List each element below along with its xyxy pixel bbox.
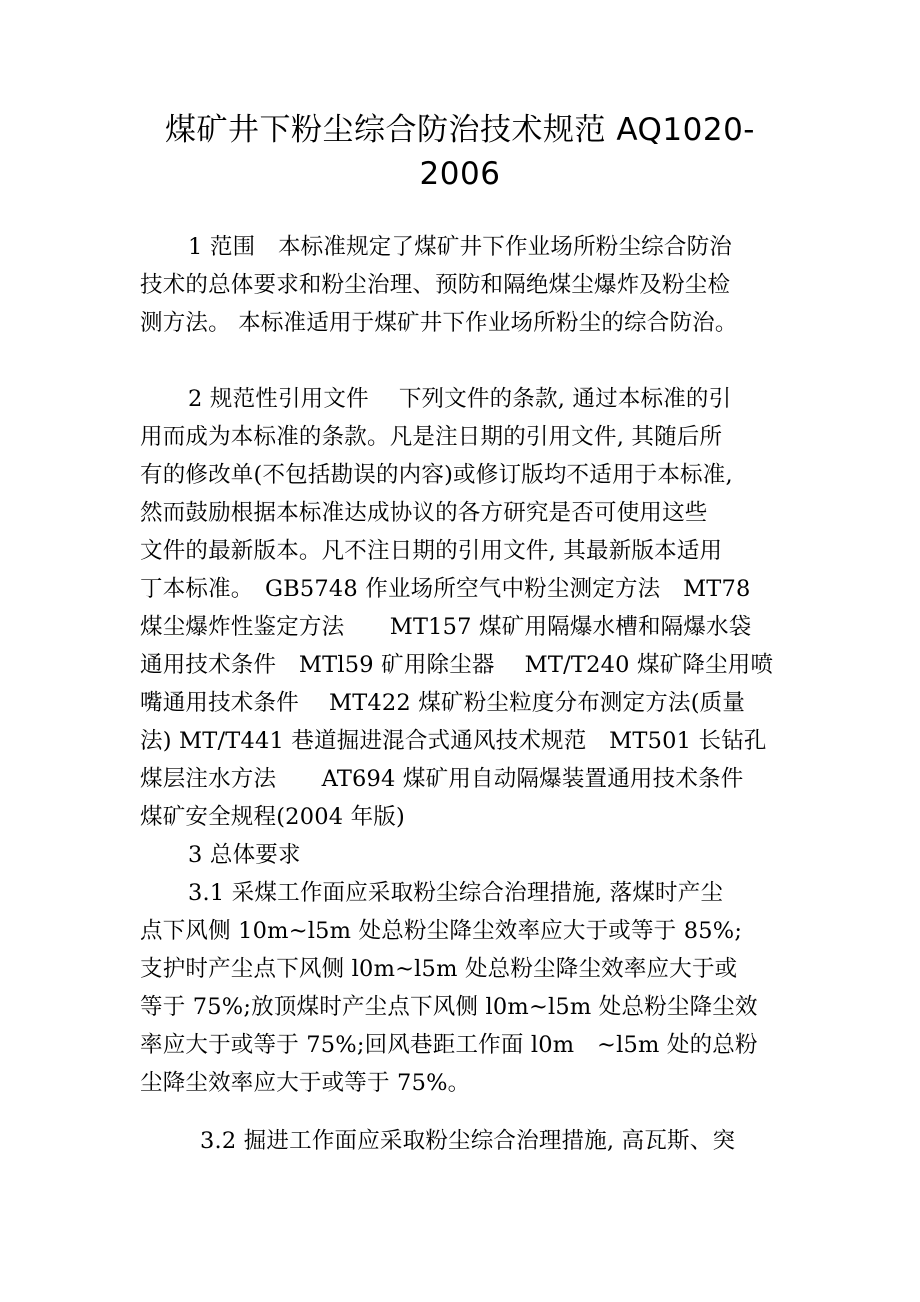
paragraph-line: 通用技术条件 MTl59 矿用除尘器 MT/T240 煤矿降尘用喷 — [140, 652, 774, 678]
paragraph-spacer — [140, 1102, 790, 1122]
paragraph-line: 2 规范性引用文件 下列文件的条款, 通过本标准的引 — [188, 386, 732, 412]
paragraph-line: 丁本标准。 GB5748 作业场所空气中粉尘测定方法 MT78 — [140, 576, 751, 602]
paragraph-line: 技术的总体要求和粉尘治理、预防和隔绝煤尘爆炸及粉尘检 — [140, 272, 731, 298]
paragraph-line: 3.2 掘进工作面应采取粉尘综合治理措施, 高瓦斯、突 — [200, 1128, 736, 1154]
paragraph-line: 用而成为本标准的条款。凡是注日期的引用文件, 其随后所 — [140, 424, 723, 450]
paragraph-line: 测方法。 本标准适用于煤矿井下作业场所粉尘的综合防治。 — [140, 310, 738, 336]
section-3-1 — [140, 874, 790, 1102]
paragraph-line: 法) MT/T441 巷道掘进混合式通风技术规范 MT501 长钻孔 — [140, 728, 767, 754]
paragraph-line: 文件的最新版本。凡不注日期的引用文件, 其最新版本适用 — [140, 538, 723, 564]
paragraph-line: 等于 75%;放顶煤时产尘点下风侧 l0m~l5m 处总粉尘降尘效 — [140, 994, 758, 1020]
section-heading-general-requirements: 3 总体要求 — [188, 842, 301, 868]
document-title — [130, 108, 790, 196]
paragraph-line: 3.1 采煤工作面应采取粉尘综合治理措施, 落煤时产尘 — [188, 880, 724, 906]
paragraph-spacer — [140, 342, 790, 380]
title-line-1: 煤矿井下粉尘综合防治技术规范 AQ1020- — [165, 112, 755, 148]
paragraph-line: 有的修改单(不包括勘误的内容)或修订版均不适用于本标准, — [140, 462, 733, 488]
paragraph-line: 然而鼓励根据本标准达成协议的各方研究是否可使用这些 — [140, 500, 708, 526]
document-body — [140, 228, 790, 1160]
paragraph-line: 煤层注水方法 AT694 煤矿用自动隔爆装置通用技术条件 — [140, 766, 744, 792]
section-normative-references — [140, 380, 790, 836]
paragraph-line: 支护时产尘点下风侧 l0m~l5m 处总粉尘降尘效率应大于或 — [140, 956, 738, 982]
paragraph-line: 1 范围 本标准规定了煤矿井下作业场所粉尘综合防治 — [188, 234, 732, 260]
paragraph-line: 嘴通用技术条件 MT422 煤矿粉尘粒度分布测定方法(质量 — [140, 690, 746, 716]
section-scope — [140, 228, 790, 342]
title-line-2: 2006 — [419, 156, 501, 192]
paragraph-line: 尘降尘效率应大于或等于 75%。 — [140, 1070, 471, 1096]
paragraph-line: 煤尘爆炸性鉴定方法 MT157 煤矿用隔爆水槽和隔爆水袋 — [140, 614, 752, 640]
section-3-2 — [140, 1122, 790, 1160]
paragraph-line: 煤矿安全规程(2004 年版) — [140, 804, 405, 830]
paragraph-line: 率应大于或等于 75%;回风巷距工作面 l0m ~l5m 处的总粉 — [140, 1032, 758, 1058]
paragraph-line: 点下风侧 10m~l5m 处总粉尘降尘效率应大于或等于 85%; — [140, 918, 743, 944]
